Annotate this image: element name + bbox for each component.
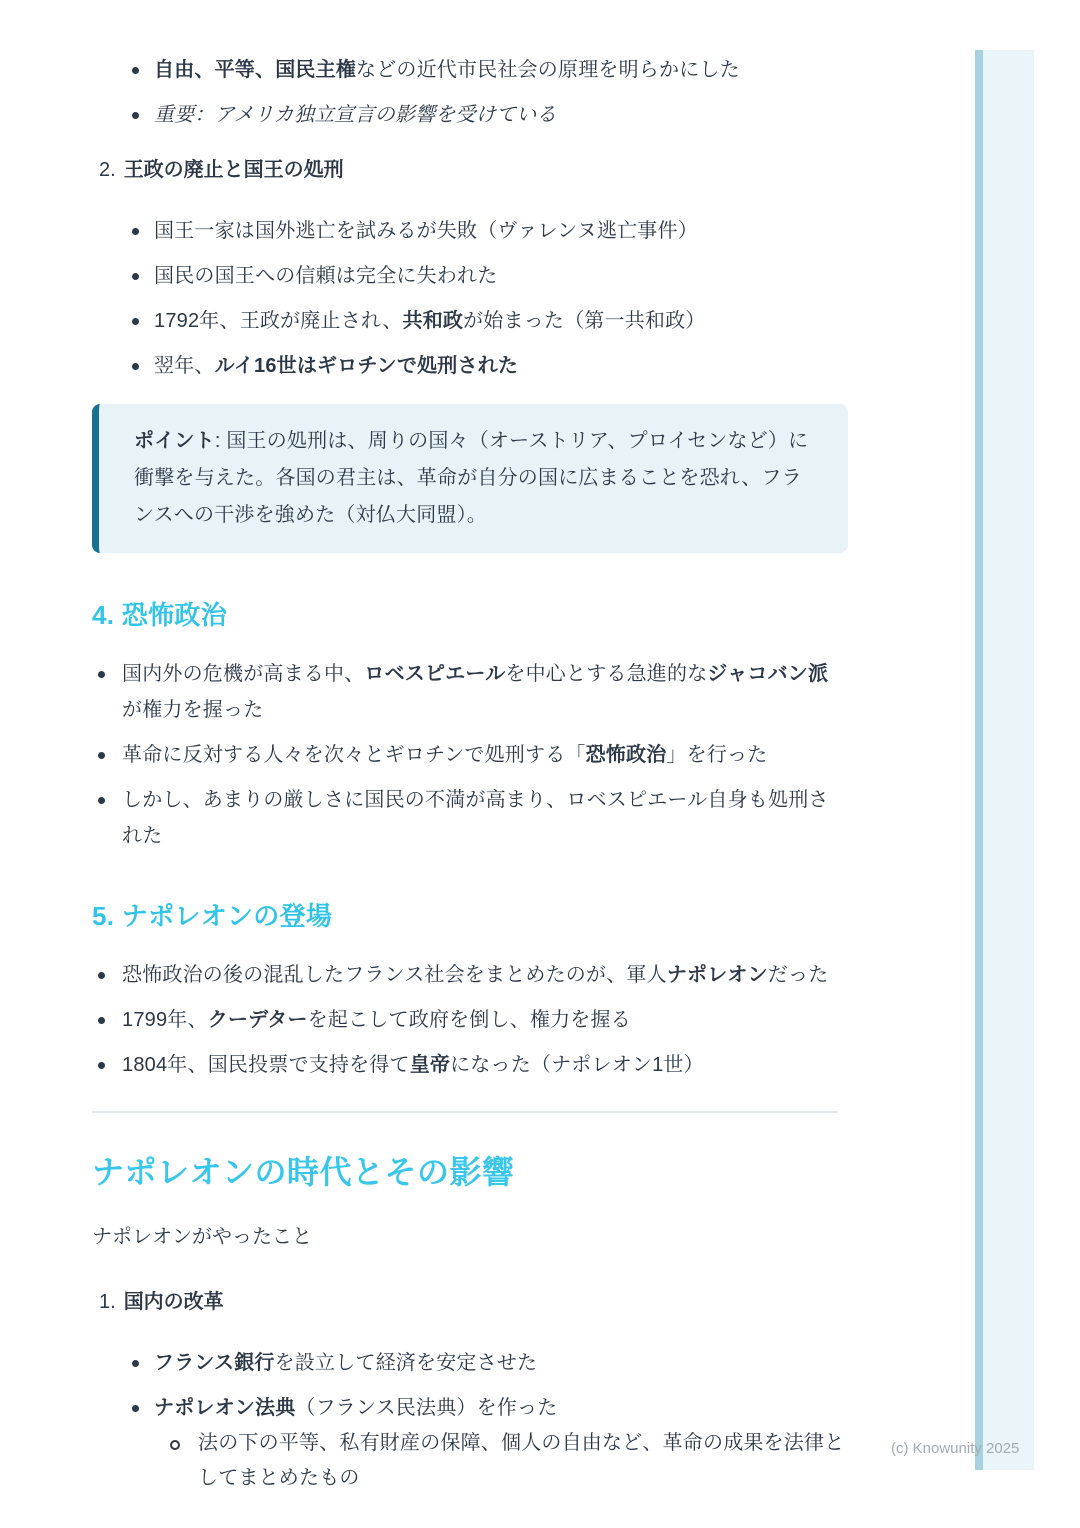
bold-text-run: 共和政 [402, 310, 464, 332]
text-run: を起こして政府を倒し、権力を握る [307, 1009, 631, 1031]
text-run: 1792年、王政が廃止され、 [154, 310, 403, 332]
text-run: しかし、あまりの厳しさに国民の不満が高まり、ロベスピエール自身も処刑された [122, 789, 829, 847]
page-title-napoleon-era: ナポレオンの時代とその影響 [92, 1154, 515, 1190]
list-item [92, 303, 848, 339]
callout-text [134, 423, 818, 534]
napoleon-rise-list [92, 957, 848, 1083]
text-run: 翌年、 [154, 355, 215, 377]
numbered-heading-title: 王政の廃止と国王の処刑 [123, 159, 344, 181]
list-item [92, 1345, 848, 1381]
bold-text-run: 自由、平等、国民主権 [154, 59, 356, 81]
declaration-principles-list [92, 52, 848, 133]
list-item [92, 656, 848, 728]
list-item [92, 1047, 848, 1083]
text-run: : 国王の処刑は、周りの国々（オーストリア、プロイセンなど）に衝撃を与えた。各国の君主は、革命が自分の国に広まることを恐れ、フランスへの干渉を強めた（対仏大同盟）。 [134, 430, 809, 526]
text-run: 」を行った [666, 744, 768, 766]
bold-text-run: 皇帝 [409, 1054, 451, 1076]
numbered-heading-title: 国内の改革 [123, 1291, 224, 1313]
list-item [92, 213, 848, 249]
list-item [92, 957, 848, 993]
text-run: になった（ナポレオン1世） [450, 1054, 704, 1076]
text-run: 恐怖政治の後の混乱したフランス社会をまとめたのが、軍人 [122, 964, 667, 986]
bold-text-run: ルイ16世はギロチンで処刑された [214, 355, 519, 377]
text-run: 革命に反対する人々を次々とギロチンで処刑する「 [122, 744, 586, 766]
text-run: が権力を握った [122, 699, 264, 721]
napoleonic-code-sublist [154, 1426, 848, 1496]
bold-text-run: ロベスピエール [364, 663, 506, 685]
list-item [92, 1390, 848, 1496]
terror-politics-list [92, 656, 848, 854]
bold-text-run: ナポレオン [666, 964, 768, 986]
bold-text-run: 恐怖政治 [585, 744, 667, 766]
page-edge-strip [975, 50, 1034, 1470]
section-heading-napoleon-rise: 5. ナポレオンの登場 [92, 901, 333, 931]
list-item [92, 348, 848, 384]
list-item [92, 1002, 848, 1038]
callout-label: ポイント [134, 430, 215, 452]
bold-text-run: クーデター [207, 1009, 308, 1031]
monarchy-abolition-list [92, 213, 848, 384]
text-run: 国王一家は国外逃亡を試みるが失敗（ヴァレンヌ逃亡事件） [154, 220, 698, 242]
text-run: が始まった（第一共和政） [463, 310, 706, 332]
section-heading-terror: 4. 恐怖政治 [92, 600, 228, 630]
italic-text-run: 重要：アメリカ独立宣言の影響を受けている [154, 104, 557, 126]
text-run: 1799年、 [122, 1009, 208, 1031]
bold-text-run: フランス銀行 [154, 1352, 275, 1374]
bold-text-run: ジャコバン派 [707, 663, 829, 685]
list-item [92, 782, 848, 854]
numbered-heading-1 [92, 1285, 848, 1319]
list-number: 1. [99, 1291, 116, 1313]
list-item [154, 1426, 848, 1496]
text-run: 国民の国王への信頼は完全に失われた [154, 265, 498, 287]
bold-text-run: ナポレオン法典 [154, 1397, 296, 1419]
text-run: 法の下の平等、私有財産の保障、個人の自由など、革命の成果を法律としてまとめたもの [198, 1432, 845, 1489]
list-item [92, 258, 848, 294]
copyright-footer: (c) Knowunity 2025 [891, 1440, 1020, 1457]
text-run: 国内外の危機が高まる中、 [122, 663, 365, 685]
list-item-important-note [92, 97, 848, 133]
section-divider [92, 1111, 838, 1113]
domestic-reform-list [92, 1345, 848, 1496]
list-number: 2. [99, 159, 116, 181]
text-run: などの近代市民社会の原理を明らかにした [356, 59, 740, 81]
document-content [92, 52, 848, 1505]
text-run: を設立して経済を安定させた [274, 1352, 538, 1374]
numbered-heading-2 [92, 153, 848, 187]
point-callout-box [92, 404, 848, 553]
list-item [92, 52, 848, 88]
list-item [92, 737, 848, 773]
text-run: だった [767, 964, 829, 986]
text-run: を中心とする急進的な [505, 663, 708, 685]
text-run: 1804年、国民投票で支持を得て [122, 1054, 410, 1076]
text-run: （フランス民法典）を作った [295, 1397, 558, 1419]
intro-text: ナポレオンがやったこと [92, 1226, 312, 1248]
